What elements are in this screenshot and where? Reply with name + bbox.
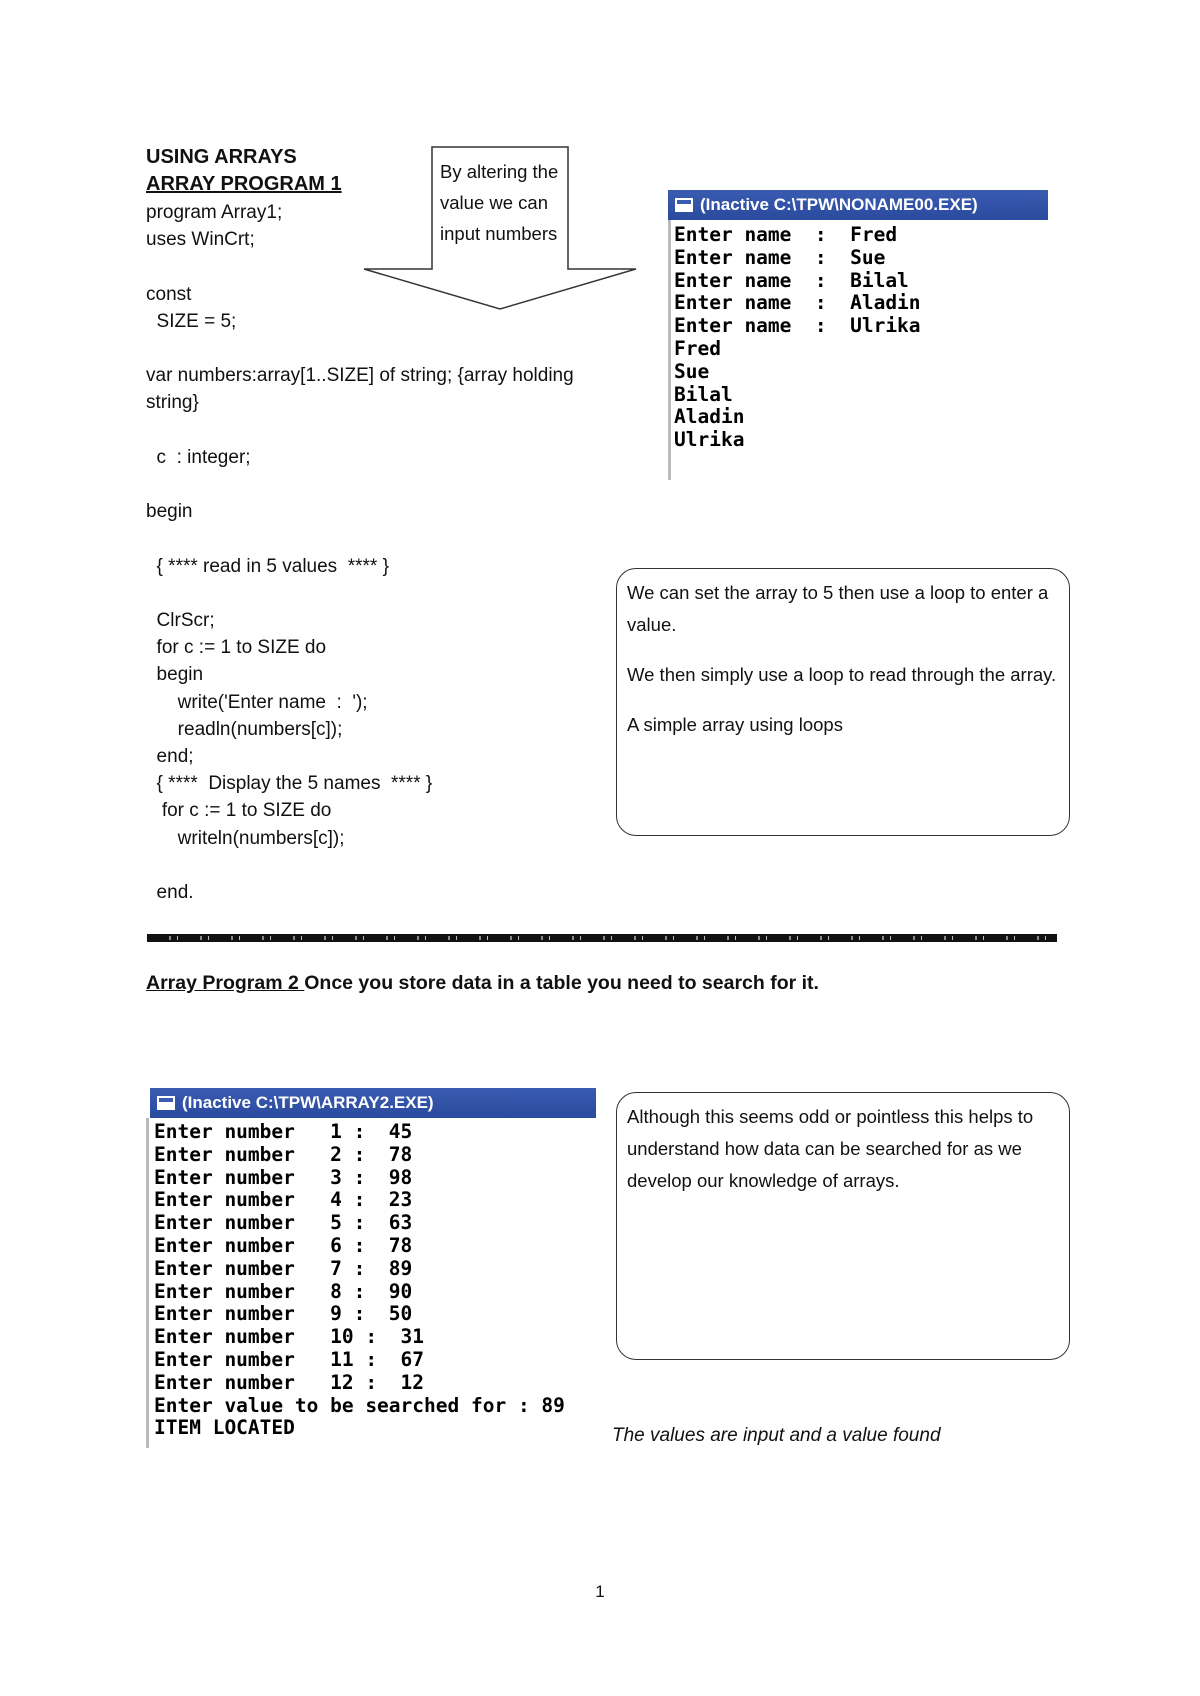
code-line: program Array1; xyxy=(146,202,283,223)
console-line: Aladin xyxy=(674,405,745,429)
program1-title: ARRAY PROGRAM 1 xyxy=(146,173,342,195)
code-line: c : integer; xyxy=(146,446,251,468)
note-box-1 xyxy=(616,568,1070,836)
code-line: writeln(numbers[c]); xyxy=(146,827,345,849)
console-line: Ulrika xyxy=(674,428,745,452)
console-line: Enter number 11 : 67 xyxy=(154,1347,425,1371)
console-line: Enter number 4 : 23 xyxy=(154,1188,413,1212)
console-window-1 xyxy=(668,190,1048,490)
console-line: Sue xyxy=(674,359,710,383)
console-1-output xyxy=(668,220,1048,452)
code-line: var numbers:array[1..SIZE] of string; {array holding xyxy=(146,365,574,387)
window-icon xyxy=(675,198,693,212)
console-line: Enter number 2 : 78 xyxy=(154,1142,413,1166)
window-icon xyxy=(157,1096,175,1110)
note-1-paragraph: A simple array using loops xyxy=(627,714,843,735)
console-2-titlebar xyxy=(150,1088,596,1118)
note-box-2 xyxy=(616,1092,1070,1360)
console-line: Enter value to be searched for : 89 xyxy=(154,1393,565,1417)
note-1-paragraph: We then simply use a loop to read through the array. xyxy=(627,664,1057,685)
note-1-paragraph: We can set the array to 5 then use a loop to enter a value. xyxy=(627,582,1049,635)
code-line: SIZE = 5; xyxy=(146,310,237,332)
console-line: Enter number 6 : 78 xyxy=(154,1233,413,1257)
console-line: Enter number 8 : 90 xyxy=(154,1279,413,1303)
console-line: Enter number 12 : 12 xyxy=(154,1370,425,1394)
console-line: Bilal xyxy=(674,382,733,406)
code-line: { **** Display the 5 names **** } xyxy=(146,773,433,795)
code-line: begin xyxy=(146,501,193,523)
console-line: Enter number 7 : 89 xyxy=(154,1256,413,1280)
code-line: readln(numbers[c]); xyxy=(146,718,343,740)
note-2-text: Although this seems odd or pointless this helps to understand how data can be searched for as we develop our knowledge of arrays. xyxy=(627,1106,1034,1191)
code-line: { **** read in 5 values **** } xyxy=(146,555,389,577)
code-line: begin xyxy=(146,664,204,686)
code-line: write('Enter name : '); xyxy=(146,691,368,713)
console-line: Enter number 3 : 98 xyxy=(154,1165,413,1189)
program2-title xyxy=(146,972,819,995)
console-line: Enter name : Ulrika xyxy=(674,314,921,338)
console-line: Enter name : Sue xyxy=(674,245,886,269)
console-line: Enter name : Fred xyxy=(674,223,898,246)
code-line: const xyxy=(146,283,192,305)
code-line: end; xyxy=(146,746,194,767)
console-line: Fred xyxy=(674,336,721,360)
code-line: uses WinCrt; xyxy=(146,229,255,251)
code-line: for c := 1 to SIZE do xyxy=(146,800,332,822)
program2-title-rest: Once you store data in a table you need to search for it. xyxy=(304,972,819,994)
console-2-title: (Inactive C:\TPW\ARRAY2.EXE) xyxy=(182,1093,434,1112)
console-window-2 xyxy=(150,1088,596,1448)
code-line: for c := 1 to SIZE do xyxy=(146,637,327,659)
code-line: end. xyxy=(146,882,194,903)
console-line: ITEM LOCATED xyxy=(154,1416,295,1440)
console-1-title: (Inactive C:\TPW\NONAME00.EXE) xyxy=(700,195,978,214)
console-line: Enter number 5 : 63 xyxy=(154,1211,413,1235)
console-2-output xyxy=(150,1118,596,1440)
console-line: Enter name : Bilal xyxy=(674,268,909,292)
console-line: Enter number 9 : 50 xyxy=(154,1302,413,1326)
console-1-titlebar xyxy=(668,190,1048,220)
program2-title-underlined: Array Program 2 xyxy=(146,972,305,994)
arrow-callout-text: By altering the value we can input numbers xyxy=(440,161,559,244)
page-number: 1 xyxy=(595,1582,605,1601)
console-line: Enter number 10 : 31 xyxy=(154,1325,425,1349)
code-line: ClrScr; xyxy=(146,610,215,631)
section-divider xyxy=(147,934,1057,942)
doc-title: USING ARRAYS xyxy=(146,146,297,168)
code-line: string} xyxy=(146,392,199,414)
console-line: Enter number 1 : 45 xyxy=(154,1120,413,1143)
console-line: Enter name : Aladin xyxy=(674,291,921,315)
console-2-caption: The values are input and a value found xyxy=(612,1425,941,1446)
